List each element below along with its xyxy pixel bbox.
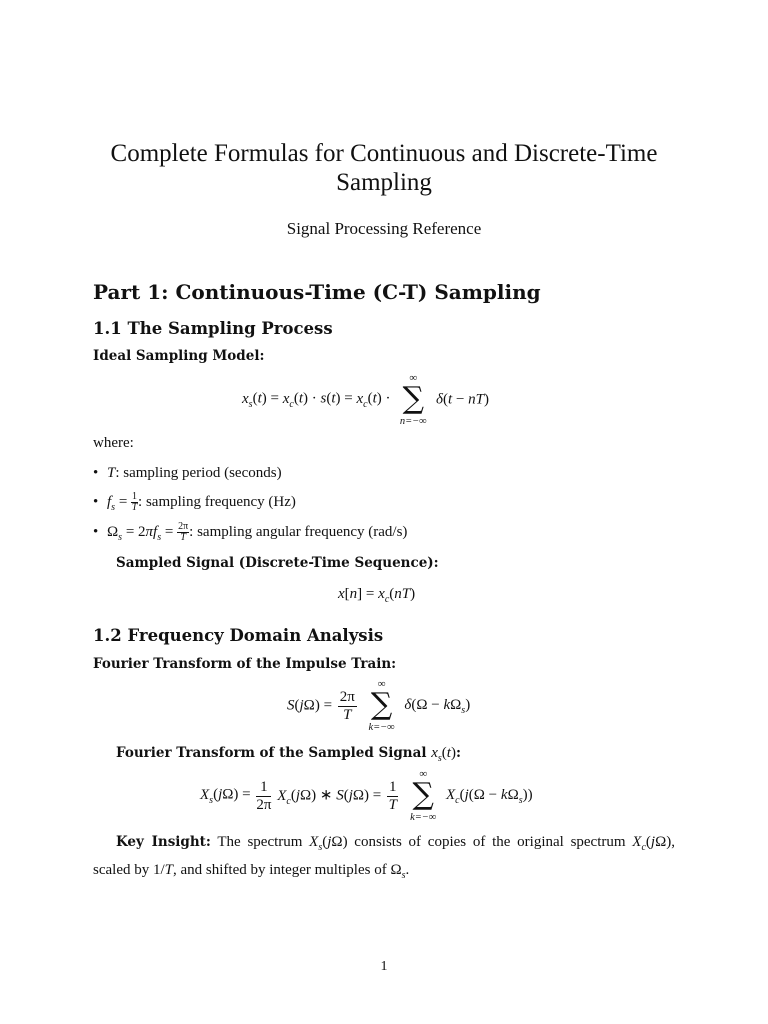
section-1-2-heading: 1.2 Frequency Domain Analysis	[93, 626, 384, 645]
summation-symbol: ∞ ∑ k=−∞	[368, 678, 395, 733]
ft-sampled-signal-label: Fourier Transform of the Sampled Signal $x_s(t)$:	[116, 745, 461, 764]
summation-symbol: ∞ ∑ n=−∞	[399, 372, 427, 427]
summation-symbol: ∞ ∑ k=−∞	[410, 768, 437, 823]
equation-ideal-sampling: $x_s(t) = x_c(t) \cdot s(t) = x_c(t)$ · ∞ ∑ n=−∞ δ(t − nT)	[242, 372, 490, 427]
title-line-2: Sampling	[336, 169, 432, 196]
equation-impulse-train-ft: S(jΩ) = $\frac{2\pi}{T}$ ∞ ∑ k=−∞ $\delta(\Omega - k\Omega_s)$	[287, 678, 471, 733]
document-title	[0, 139, 768, 197]
ideal-sampling-model-label: Ideal Sampling Model:	[93, 348, 265, 364]
part-1-heading: Part 1: Continuous-Time (C-T) Sampling	[93, 280, 541, 304]
equation-sampled-signal-ft: $X_s(j\Omega)$ = $\frac{1}{2\pi}$ $X_c(j\Omega)$ ∗ S(jΩ) = $\frac{1}{T}$ ∞ ∑ k=−∞ $X_c(j(\Omega - k\Omega_s))$	[200, 768, 533, 823]
sampled-signal-label: Sampled Signal (Discrete-Time Sequence):	[116, 555, 439, 571]
document-subtitle: Signal Processing Reference	[286, 219, 482, 238]
section-1-1-heading: 1.1 The Sampling Process	[93, 319, 333, 338]
page-number: 1	[380, 959, 388, 974]
where-label: where:	[93, 435, 134, 451]
bullet-sampling-period: • T: sampling period (seconds)	[93, 465, 282, 481]
key-insight-paragraph: Key Insight: The spectrum $X_s(j\Omega)$ consists of copies of the original spectrum $X_c(j\Omega)$, scaled by 1/T, and shifted by integer multiples of $\Omega_s$.	[93, 834, 675, 881]
title-line-1: Complete Formulas for Continuous and Discrete-Time	[110, 140, 658, 167]
bullet-angular-frequency: • $\Omega_s = 2\pi f_s$ = $\frac{2\pi}{T}$ : sampling angular frequency (rad/s)	[93, 521, 408, 543]
equation-sampled-sequence: $x[n] = x_c(nT)$	[338, 586, 416, 605]
ft-impulse-train-label: Fourier Transform of the Impulse Train:	[93, 656, 397, 672]
bullet-sampling-frequency: • $f_s$ = $\frac{1}{T}$ : sampling frequency (Hz)	[93, 491, 296, 513]
